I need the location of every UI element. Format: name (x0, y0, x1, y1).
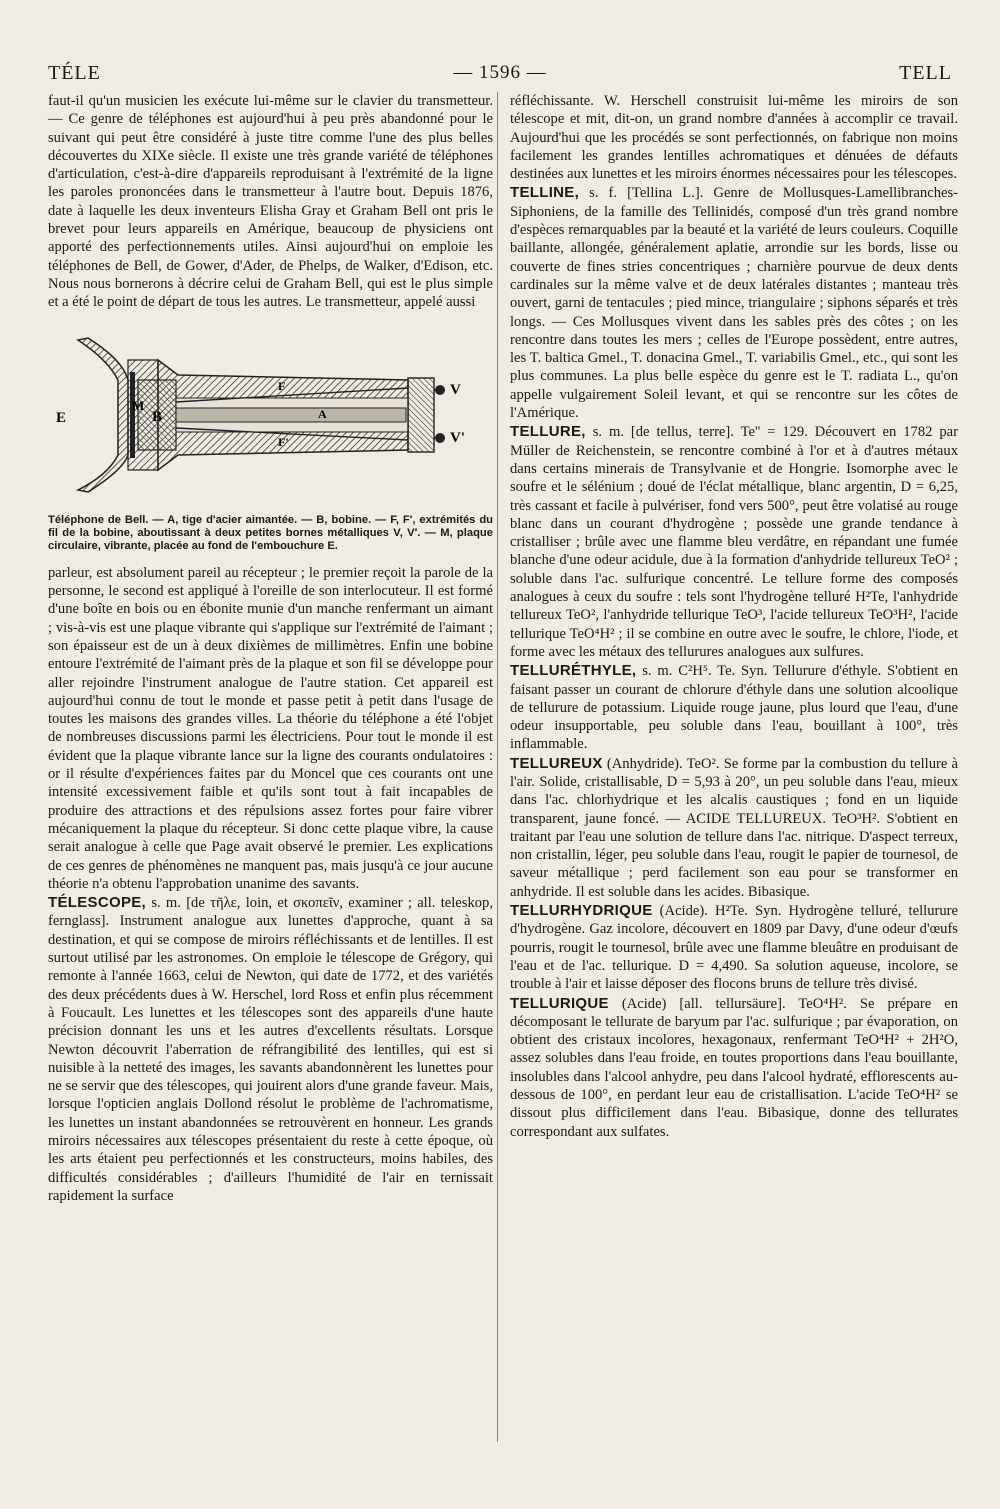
figure-label-e: E (56, 409, 67, 426)
definition-telescope: s. m. [de τῆλε, loin, et σκοπεῖν, examiner ; all. teleskop, fernglass]. Instrument analogue aux lunettes d'approche, quant à sa destination, et qui se compose de miroirs réfléchissants et de lentilles. Il est surtout utilisé par les astronomes. On emploie le télescope de Grégory, qui remonte à l'année 1663, celui de Newton, qui date de 1772, et des variétés des deux précédents dues à W. Herschel, lord Ross et enfin plus récemment à Foucault. Les lunettes et les télescopes sont des appareils d'une haute précision donnant les uns et les autres d'excellents résultats. Lorsque Newton découvrit l'aberration de réfrangibilité des lentilles, qui est si nuisible à la netteté des images, les savants abandonnèrent les lunettes pour ne se servir que des télescopes, qui jouirent alors d'une grande faveur. Mais, lorsque l'opticien anglais Dollond résolut le problème de l'achromatisme, les lunettes un instant abandonnées se retrouvèrent en honneur. Les grands miroirs nécessaires aux télescopes présentaient du reste à cette époque, où les arts étaient peu perfectionnés et les constructeurs, moins habiles, des difficultés considérables ; d'ailleurs l'humidité de l'air en ternissait rapidement la surface (48, 895, 493, 1204)
header-left-term: TÉLE (48, 61, 101, 84)
left-column (48, 92, 493, 1205)
definition-tellurethyle: s. m. C²H⁵. Te. Syn. Tellurure d'éthyle. S'obtient en faisant passer un courant de chlorure d'éthyle dans une solution alcoolique de tellurure de potassium. Liquide rouge jaune, plus lourd que l'eau, d'une odeur insupportable, peu soluble dans l'eau, bouillant à 100°, très inflammable. (510, 663, 959, 753)
definition-tellureux: (Anhydride). TeO². Se forme par la combustion du tellure à l'air. Solide, cristallisable, D = 5,93 à 20°, un peu soluble dans l'eau, mieux dans l'ac. chlorhydrique et les alcalis caustiques ; fond en un liquide transparent, jaune foncé. — ACIDE TELLUREUX. TeO³H². S'obtient en traitant par l'eau une solution de tellure dans l'ac. nitrique. D'aspect terreux, non cristallin, léger, peu soluble dans l'eau, rougit le papier de tournesol, de saveur métallique ; perd facilement son eau pour se transformer en anhydride. Il est soluble dans les acides. Bibasique. (510, 755, 958, 900)
entry-tellurethyle (510, 662, 958, 753)
headword-tellurique: TELLURIQUE (510, 994, 609, 1012)
headword-tellurhydrique: TELLURHYDRIQUE (510, 902, 653, 920)
figure-label-f2: F' (278, 434, 289, 449)
page-header (48, 56, 952, 90)
headword-tellure: TELLURE, (510, 423, 586, 441)
headword-tellureux: TELLUREUX (510, 754, 603, 772)
headword-telline: TELLINE, (510, 184, 580, 202)
figure-label-m: M (132, 397, 145, 413)
telephone-text-1: faut-il qu'un musicien les exécute lui-même sur le clavier du transmetteur. — Ce genre de téléphones est aujourd'hui à peu près abandonné pour le suivant qui peut être considéré à juste titre comme l'une des plus belles découvertes du XIXe siècle. Il existe une très grande variété de téléphones d'articulation, c'est-à-dire d'appareils reproduisant à l'extrémité de la ligne les paroles prononcées dans le transmetteur à l'autre bout. Depuis 1876, date à laquelle les deux inventeurs Elisha Gray et Graham Bell ont pris le brevet pour leurs appareils en Amérique, beaucoup de physiciens ont apporté des perfectionnements utiles. Ainsi aujourd'hui on emploie les téléphones de Bell, de Gower, d'Ader, de Phelps, de Walker, d'Edison, etc. Nous nous bornerons à décrire celui de Graham Bell, qui est le plus simple et a été le point de départ de tous les autres. Le transmetteur, appelé aussi (48, 93, 493, 311)
figure-label-a: A (318, 406, 327, 421)
page-number: — 1596 — (453, 62, 547, 83)
headword-telescope: TÉLESCOPE, (48, 894, 147, 912)
entry-tellurique (510, 995, 958, 1141)
headword-tellurethyle: TELLURÉTHYLE, (510, 662, 637, 680)
definition-tellure: s. m. [de tellus, terre]. Te'' = 129. Découvert en 1782 par Müller de Reichenstein, se rencontre combiné à l'or et à d'autres métaux dans certains minerais de Transylvanie et de Hongrie. Isomorphe avec le soufre et le sélénium ; doué de l'éclat métallique, blanc argentin, D = 6,25, très cassant et facile à pulvériser, fond vers 500°, peut être volatisé au rouge blanc dans un courant d'hydrogène ; possède une grande tendance à cristalliser ; brûle avec une flamme bleu verdâtre, en répandant une fumée blanche d'une odeur acidule, due à la formation d'anhydride tellureux TeO² ; soluble dans l'ac. sulfurique concentré. Le tellure forme des composés analogues à ceux du soufre : tels sont l'hydrogène telluré H²Te, l'anhydride tellureux TeO², l'anhydride tellurique TeO³, l'acide tellureux TeO³H², l'acide tellurique TeO⁴H² ; il se combine en outre avec le soufre, le chlore, l'iode, et forme avec les métaux des tellurures analogues aux sulfures. (510, 424, 959, 660)
figure-label-v2: V' (450, 429, 465, 446)
bell-telephone-figure (48, 320, 493, 554)
bell-telephone-illustration (48, 320, 493, 510)
entry-telline (510, 184, 958, 422)
entry-tellureux (510, 755, 958, 901)
telescope-continuation: réfléchissante. W. Herschell construisit lui-même les miroirs de son télescope et mit, dit-on, un grand nombre d'années à accomplir ce travail. Aujourd'hui que les procédés se sont perfectionnés, on fabrique non moins facilement les grandes lentilles achromatiques et dénuées de défauts destinées aux lunettes et les miroirs énormes nécessaires pour les télescopes. (510, 93, 958, 183)
column-divider (497, 92, 498, 1442)
header-right-term: TELL (899, 61, 952, 84)
definition-telline: s. f. [Tellina L.]. Genre de Mollusques-Lamellibranches-Siphoniens, de la famille des Tellinidés, composé d'un très grand nombre d'espèces remarquables par la beauté et la variété de leurs couleurs. Coquille baillante, allongée, généralement aplatie, arrondie sur les bords, lisse ou couverte de fines stries concentriques ; charnière pourvue de deux dents cardinales sur la même valve et de deux latérales distantes ; manteau très ouvert, garni de tentacules ; pied mince, triangulaire ; siphons séparés et très longs. — Ces Mollusques vivent dans les sables près des côtes ; on les rencontre dans toutes les mers ; celles de l'Europe possèdent, entre autres, les T. baltica Gmel., T. donacina Gmel., T. variabilis Gmel., etc., qui sont les plus communes. La plus belle espèce du genre est le T. radiata L., qu'on appelle vulgairement Soleil levant, et qui se rencontre sur les côtes de l'Amérique. (510, 185, 959, 422)
figure-label-f: F (278, 378, 286, 393)
figure-label-v: V (450, 381, 461, 398)
entry-tellure (510, 423, 958, 661)
entry-telescope (48, 894, 493, 1205)
entry-tellurhydrique (510, 902, 958, 993)
definition-tellurique: (Acide) [all. tellursäure]. TeO⁴H². Se prépare en décomposant le tellurate de baryum par l'ac. sulfurique ; par évaporation, on obtient des cristaux incolores, hexagonaux, renfermant TeO⁴H² + 2H²O, assez solubles dans l'eau froide, en toutes proportions dans l'eau bouillante, insolubles dans l'alcool anhydre, peu dans l'alcool hydraté, efflorescents au-dessous de 100°, en perdant leur eau de cristallisation. L'acide TeO⁴H² se dissout plus difficilement dans l'eau. Bibasique, donne des tellurates correspondant aux sulfates. (510, 995, 958, 1140)
right-column (510, 92, 958, 1141)
telephone-text-2: parleur, est absolument pareil au récepteur ; le premier reçoit la parole de la personne, le second est appliqué à l'oreille de son interlocuteur. Il est formé d'une boîte en bois ou en ébonite munie d'un manche renfermant un aimant ; vis-à-vis est une plaque vibrante qui s'applique sur l'extrémité de l'aimant ; son épaisseur est de un à deux dixièmes de millimètres. Enfin une bobine entoure l'extrémité de l'aimant près de la plaque et son fil se développe pour aller rejoindre l'instrument analogue de l'autre station. Cet appareil est aujourd'hui connu de tout le monde et passe petit à petit dans l'usage de toutes les maisons des grandes villes. La théorie du téléphone a été l'objet de nombreuses discussions parmi les électriciens. Pour tout le monde il est évident que la plaque vibrante lance sur la ligne des courants ondulatoires : or il résulte d'expériences faites par du Moncel que ces courants ont une intensité excessivement faible et qu'ils sont tout à fait incapables de produire des attractions et des répulsions assez fortes pour faire vibrer mécaniquement la plaque du récepteur. Si donc cette plaque vibre, la cause serait analogue à celle que Page avait observé le premier. Les explications de ces genres de phénomènes ne manquent pas, mais jusqu'à ce jour aucune théorie n'a obtenu l'approbation unanime des savants. (48, 564, 493, 892)
figure-caption: Téléphone de Bell. — A, tige d'acier aimantée. — B, bobine. — F, F', extrémités du fil de la bobine, aboutissant à deux petites bornes métalliques V, V'. — M, plaque circulaire, vibrante, placée au fond de l'embouchure E. (48, 513, 493, 553)
definition-tellurhydrique: (Acide). H²Te. Syn. Hydrogène telluré, tellurure d'hydrogène. Gaz incolore, découvert en 1809 par Davy, d'une odeur d'œufs pourris, rougit le tournesol, brûle avec une flamme bleuâtre en produisant de l'eau et de l'ac. tellurique. D = 4,490. Sa solution aqueuse, incolore, se trouble à l'air et laisse déposer des flocons bruns de tellure très divisé. (510, 903, 958, 993)
figure-label-b: B (152, 408, 163, 425)
